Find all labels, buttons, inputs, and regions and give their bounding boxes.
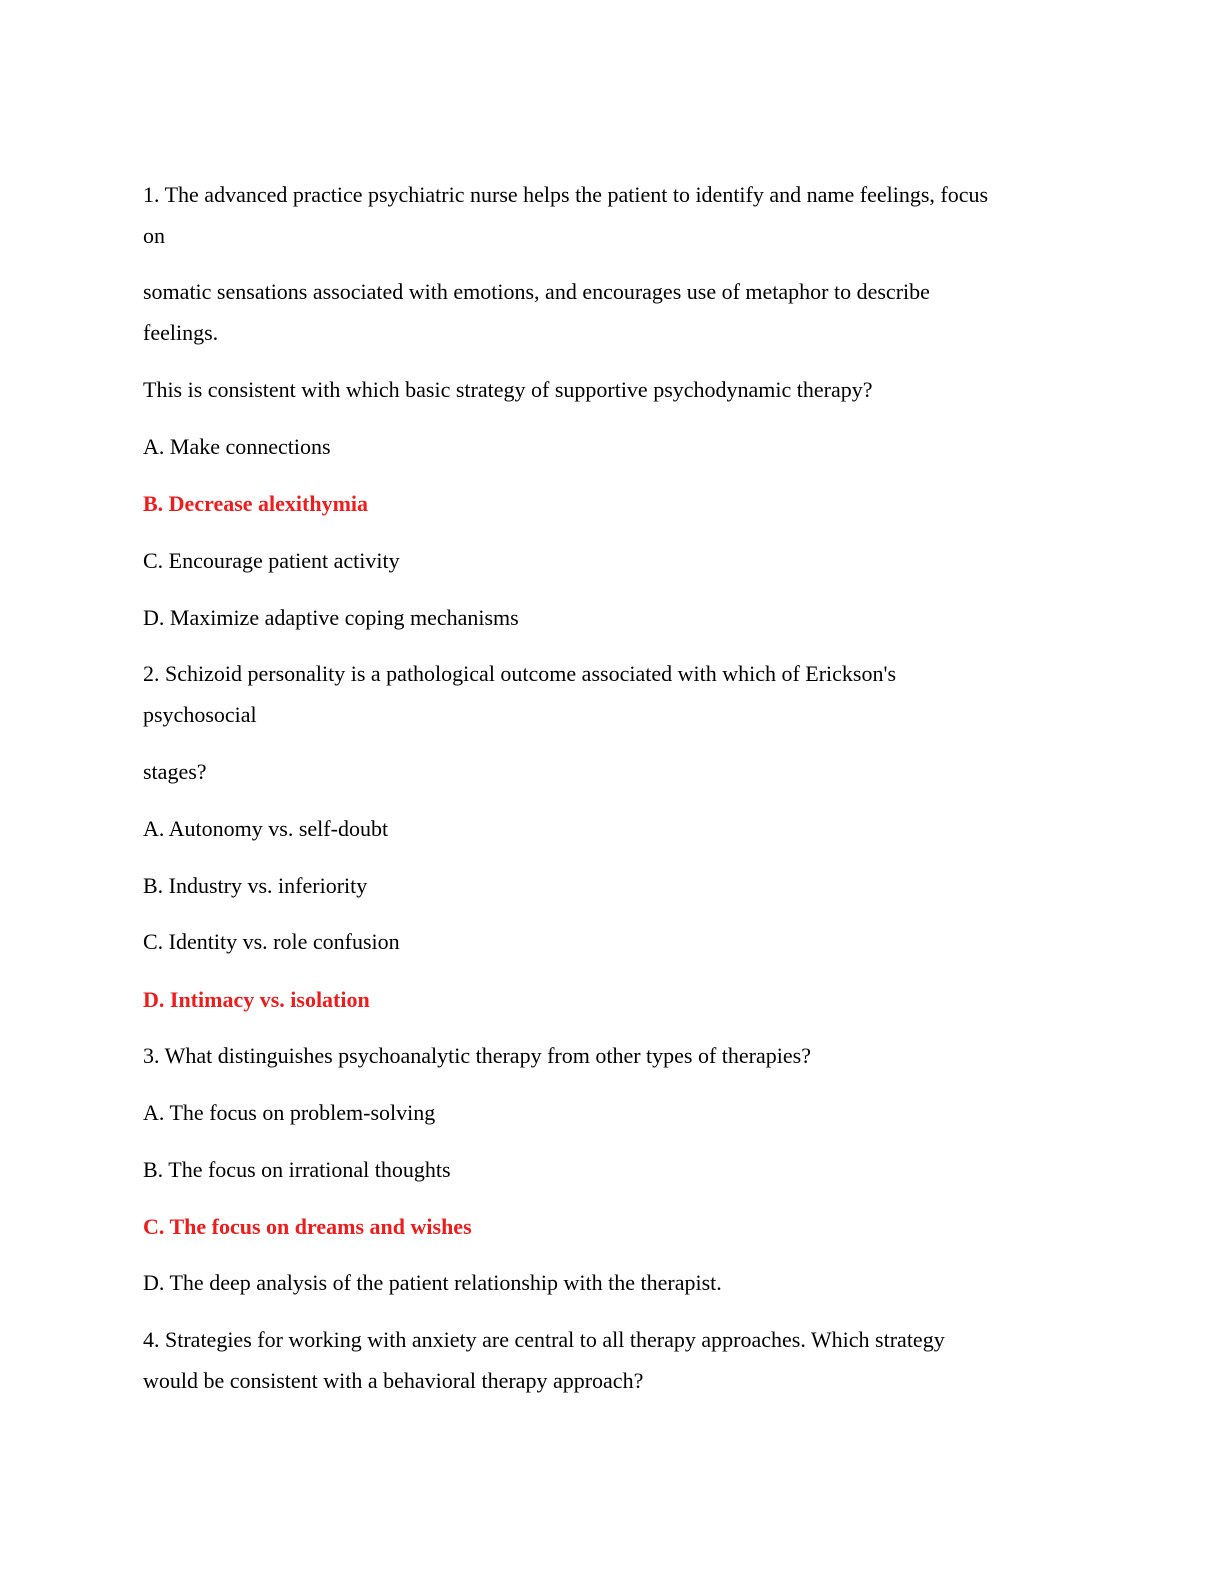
question-2-option-c: C. Identity vs. role confusion [143, 929, 400, 954]
question-2-option-b: B. Industry vs. inferiority [143, 873, 368, 898]
question-2-text-line-2: psychosocial [143, 702, 257, 727]
question-2-text-line-3: stages? [143, 759, 207, 784]
question-4-text-line-1: 4. Strategies for working with anxiety are central to all therapy approaches. Which strategy [143, 1327, 945, 1352]
question-1-text-line-2: on [143, 223, 165, 248]
question-1-option-d: D. Maximize adaptive coping mechanisms [143, 605, 519, 630]
question-2-option-d-answer: D. Intimacy vs. isolation [143, 987, 370, 1012]
question-2-text-line-1: 2. Schizoid personality is a pathological outcome associated with which of Erickson's [143, 661, 897, 686]
question-1-prompt: This is consistent with which basic strategy of supportive psychodynamic therapy? [143, 377, 873, 402]
question-1-option-c: C. Encourage patient activity [143, 548, 400, 573]
question-1-option-b-answer: B. Decrease alexithymia [143, 491, 369, 516]
question-1-option-a: A. Make connections [143, 434, 331, 459]
question-3-text: 3. What distinguishes psychoanalytic therapy from other types of therapies? [143, 1043, 811, 1068]
question-3-option-c-answer: C. The focus on dreams and wishes [143, 1214, 472, 1239]
question-2-option-a: A. Autonomy vs. self-doubt [143, 816, 389, 841]
question-3-option-d: D. The deep analysis of the patient relationship with the therapist. [143, 1270, 722, 1295]
question-4-text-line-2: would be consistent with a behavioral therapy approach? [143, 1368, 644, 1393]
question-1-text-line-4: feelings. [143, 320, 219, 345]
question-1-text-line-3: somatic sensations associated with emotions, and encourages use of metaphor to describe [143, 279, 930, 304]
question-1-text-line-1: 1. The advanced practice psychiatric nurse helps the patient to identify and name feelings, focus [143, 182, 989, 207]
question-3-option-a: A. The focus on problem-solving [143, 1100, 436, 1125]
question-3-option-b: B. The focus on irrational thoughts [143, 1157, 451, 1182]
